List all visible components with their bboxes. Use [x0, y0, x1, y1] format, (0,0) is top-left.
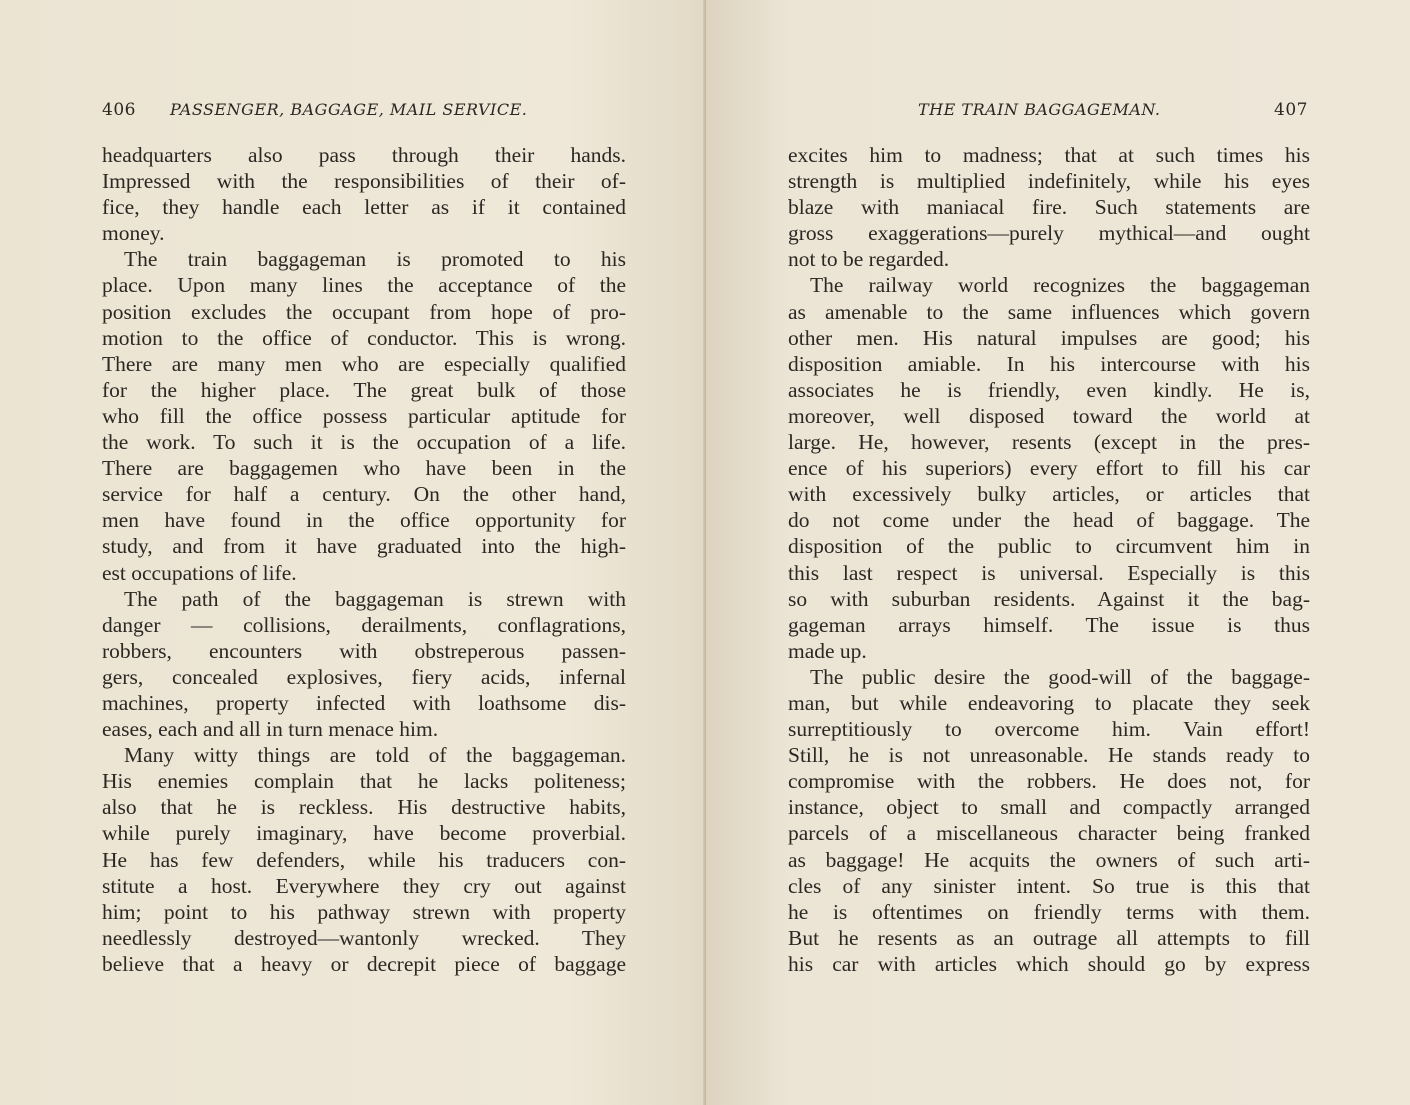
left-text-line: study, and from it have graduated into the high-	[102, 534, 626, 559]
right-body-text	[788, 142, 1310, 977]
left-text-line: for the higher place. The great bulk of those	[102, 377, 626, 402]
right-text-line: excites him to madness; that at such times his	[788, 143, 1310, 167]
right-text-line: cles of any sinister intent. So true is this that	[788, 873, 1310, 898]
left-text-line: There are baggagemen who have been in the	[102, 456, 626, 481]
right-text-line: ence of his superiors) every effort to fill his car	[788, 456, 1310, 481]
left-body-text	[102, 142, 626, 977]
left-text-line: His enemies complain that he lacks politeness;	[102, 769, 626, 794]
left-text-line: motion to the office of conductor. This is wrong.	[102, 325, 626, 350]
right-text-line: strength is multiplied indefinitely, while his eyes	[788, 169, 1310, 194]
right-text-line: gross exaggerations—purely mythical—and ought	[788, 221, 1310, 246]
right-text-line: as baggage! He acquits the owners of such arti-	[788, 847, 1310, 872]
left-text-line: place. Upon many lines the acceptance of the	[102, 273, 626, 298]
right-page	[706, 0, 1410, 1105]
right-text-line: with excessively bulky articles, or articles that	[788, 482, 1310, 507]
right-text-line: But he resents as an outrage all attempts to fill	[788, 925, 1310, 950]
right-text-line: moreover, well disposed toward the world at	[788, 403, 1310, 428]
left-text-line: robbers, encounters with obstreperous passen-	[102, 638, 626, 663]
left-text-line: The path of the baggageman is strewn with	[124, 586, 626, 611]
right-text-line: man, but while endeavoring to placate they seek	[788, 690, 1310, 715]
right-page-number: 407	[1274, 100, 1308, 120]
left-text-line: machines, property infected with loathsome dis-	[102, 690, 626, 715]
right-text-line: made up.	[788, 638, 867, 663]
right-text-line: he is oftentimes on friendly terms with them.	[788, 899, 1310, 924]
right-text-line: Still, he is not unreasonable. He stands ready to	[788, 743, 1310, 768]
left-text-line: headquarters also pass through their hands.	[102, 143, 626, 167]
right-text-line: blaze with maniacal fire. Such statements are	[788, 195, 1310, 220]
left-text-line: gers, concealed explosives, fiery acids, infernal	[102, 664, 626, 689]
right-text-line: do not come under the head of baggage. The	[788, 508, 1310, 533]
right-text-line: parcels of a miscellaneous character being franked	[788, 821, 1310, 846]
left-text-line: him; point to his pathway strewn with property	[102, 899, 626, 924]
left-text-line: service for half a century. On the other hand,	[102, 482, 626, 507]
left-text-line: money.	[102, 221, 165, 246]
right-text-line: disposition amiable. In his intercourse with his	[788, 351, 1310, 376]
left-text-line: He has few defenders, while his traducers con-	[102, 847, 626, 872]
right-text-line: associates he is friendly, even kindly. He is,	[788, 377, 1310, 402]
left-text-line: also that he is reckless. His destructive habits,	[102, 795, 626, 820]
right-text-line: gageman arrays himself. The issue is thus	[788, 612, 1310, 637]
right-running-title: THE TRAIN BAGGAGEMAN.	[918, 100, 1161, 119]
right-text-line: The railway world recognizes the baggageman	[810, 273, 1310, 298]
right-text-line: his car with articles which should go by express	[788, 951, 1310, 976]
right-text-line: as amenable to the same influences which govern	[788, 299, 1310, 324]
right-text-line: surreptitiously to overcome him. Vain effort!	[788, 717, 1310, 742]
right-text-line: so with suburban residents. Against it the bag-	[788, 586, 1310, 611]
left-text-line: The train baggageman is promoted to his	[124, 247, 626, 272]
left-text-line: while purely imaginary, have become proverbial.	[102, 821, 626, 846]
left-text-line: the work. To such it is the occupation of a life.	[102, 430, 626, 455]
left-page-number: 406	[102, 100, 136, 120]
left-text-line: Impressed with the responsibilities of their of-	[102, 169, 626, 194]
left-text-line: stitute a host. Everywhere they cry out against	[102, 873, 626, 898]
left-text-line: est occupations of life.	[102, 560, 297, 585]
right-text-line: instance, object to small and compactly arranged	[788, 795, 1310, 820]
right-text-line: The public desire the good-will of the baggage-	[810, 664, 1310, 689]
left-text-line: Many witty things are told of the baggageman.	[124, 743, 626, 768]
left-text-line: fice, they handle each letter as if it contained	[102, 195, 626, 220]
left-text-line: believe that a heavy or decrepit piece of baggage	[102, 951, 626, 976]
right-text-line: not to be regarded.	[788, 247, 950, 272]
right-text-line: compromise with the robbers. He does not, for	[788, 769, 1310, 794]
left-running-title: PASSENGER, BAGGAGE, MAIL SERVICE.	[170, 100, 528, 119]
right-text-line: disposition of the public to circumvent him in	[788, 534, 1310, 559]
left-text-line: eases, each and all in turn menace him.	[102, 717, 439, 742]
left-text-line: position excludes the occupant from hope of pro-	[102, 299, 626, 324]
left-text-line: men have found in the office opportunity for	[102, 508, 626, 533]
right-text-line: large. He, however, resents (except in the pres-	[788, 430, 1310, 455]
left-text-line: There are many men who are especially qualified	[102, 351, 626, 376]
right-text-line: this last respect is universal. Especially is this	[788, 560, 1310, 585]
left-text-line: needlessly destroyed—wantonly wrecked. They	[102, 925, 626, 950]
left-text-line: who fill the office possess particular aptitude for	[102, 403, 626, 428]
right-text-line: other men. His natural impulses are good; his	[788, 325, 1310, 350]
left-text-line: danger — collisions, derailments, conflagrations,	[102, 612, 626, 637]
